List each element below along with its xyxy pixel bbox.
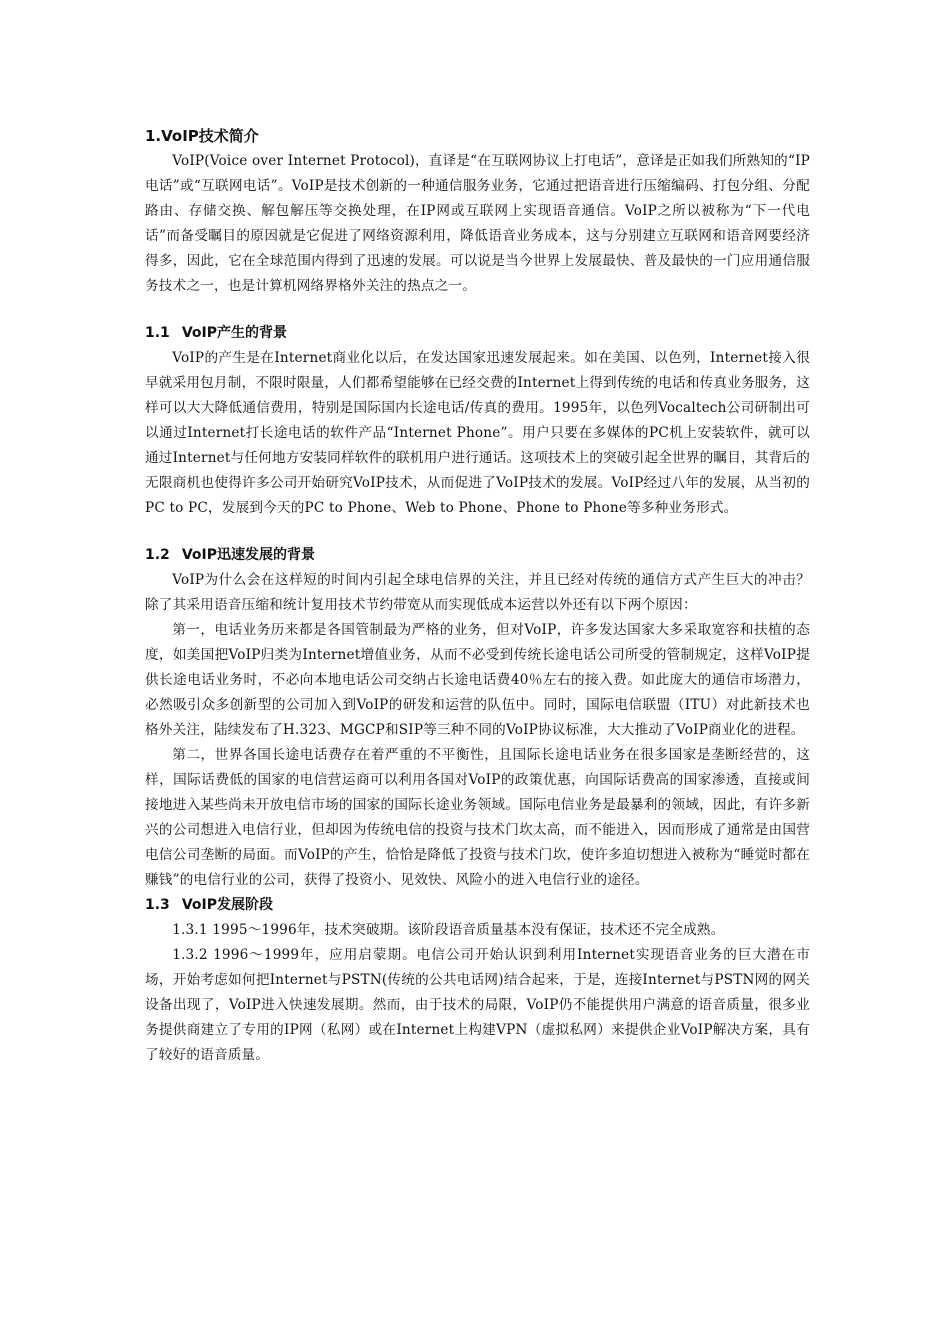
section-1-2-title: VoIP迅速发展的背景 bbox=[181, 547, 315, 563]
section-1-3-1-paragraph: 1.3.1 1995～1996年，技术突破期。该阶段语音质量基本没有保证，技术还不完全成熟。 bbox=[172, 922, 725, 938]
section-1-paragraph: VoIP(Voice over Internet Protocol)，直译是“在互联网协议上打电话”，意译是正如我们所熟知的“IP电话”或“互联网电话”。VoIP是技术创新的一种通信服务业务，它通过把语音进行压缩编码、打包分组、分配路由、存储交换、解包解压等交换处理，在IP网或互联网上实现语音通信。VoIP之所以被称为“下一代电话”而备受瞩目的原因就是它促进了网络资源利用，降低语音业务成本，这与分别建立互联网和语音网要经济得多，因此，它在全球范围内得到了迅速的发展。可以说是当今世界上发展最快、普及最快的一门应用通信服务技术之一，也是计算机网络界格外关注的热点之一。 bbox=[145, 153, 811, 294]
section-1-2-paragraph-first-reason: 第一，电话业务历来都是各国管制最为严格的业务，但对VoIP，许多发达国家大多采取宽容和扶植的态度，如美国把VoIP归类为Internet增值业务，从而不必受到传统长途电话公司所受的管制规定，这样VoIP提供长途电话业务时，不必向本地电话公司交纳占长途电话费40％左右的接入费。如此庞大的通信市场潜力，必然吸引众多创新型的公司加入到VoIP的研发和运营的队伍中。同时，国际电信联盟（ITU）对此新技术也格外关注，陆续发布了H.323、MGCP和SIP等三种不同的VoIP协议标准，大大推动了VoIP商业化的进程。 bbox=[145, 622, 810, 738]
section-1-heading: 1.VoIP技术简介 bbox=[145, 127, 259, 145]
section-1-3-title: VoIP发展阶段 bbox=[181, 897, 273, 913]
section-1-1-heading bbox=[145, 321, 810, 346]
section-1-2-heading bbox=[145, 543, 810, 568]
section-1-2-paragraph-second-reason: 第二，世界各国长途电话费存在着严重的不平衡性，且国际长途电话业务在很多国家是垄断经营的，这样，国际话费低的国家的电信营运商可以利用各国对VoIP的政策优惠，向国际话费高的国家渗透，直接或间接地进入某些尚未开放电信市场的国家的国际长途业务领域。国际电信业务是最暴利的领域，因此，有许多新兴的公司想进入电信行业，但却因为传统电信的投资与技术门坎太高，而不能进入，因而形成了通常是由国营电信公司垄断的局面。而VoIP的产生，恰恰是降低了投资与技术门坎，使许多迫切想进入被称为“睡觉时都在赚钱”的电信行业的公司，获得了投资小、见效快、风险小的进入电信行业的途径。 bbox=[145, 747, 810, 888]
section-1-1-title: VoIP产生的背景 bbox=[181, 325, 287, 341]
section-1-2-number: 1.2 bbox=[145, 547, 170, 563]
document-page bbox=[145, 123, 810, 1068]
section-1-1-paragraph: VoIP的产生是在Internet商业化以后，在发达国家迅速发展起来。如在美国、以色列，Internet接入很早就采用包月制，不限时限量，人们都希望能够在已经交费的Internet上得到传统的电话和传真业务服务，这样可以大大降低通信费用，特别是国际国内长途电话/传真的费用。1995年，以色列Vocaltech公司研制出可以通过Internet打长途电话的软件产品“Internet Phone”。用户只要在多媒体的PC机上安装软件，就可以通过Internet与任何地方安装同样软件的联机用户进行通话。这项技术上的突破引起全世界的瞩目，其背后的无限商机也使得许多公司开始研究VoIP技术，从而促进了VoIP技术的发展。VoIP经过八年的发展，从当初的PC to PC，发展到今天的PC to Phone、Web to Phone、Phone to Phone等多种业务形式。 bbox=[145, 350, 810, 516]
section-1-3-heading bbox=[145, 893, 810, 918]
section-1-2-paragraph-intro: VoIP为什么会在这样短的时间内引起全球电信界的关注，并且已经对传统的通信方式产生巨大的冲击？除了其采用语音压缩和统计复用技术节约带宽从而实现低成本运营以外还有以下两个原因： bbox=[145, 572, 810, 613]
section-1-3-number: 1.3 bbox=[145, 897, 170, 913]
section-1-1-number: 1.1 bbox=[145, 325, 170, 341]
section-1-3-2-paragraph: 1.3.2 1996～1999年，应用启蒙期。电信公司开始认识到利用Internet实现语音业务的巨大潜在市场，开始考虑如何把Internet与PSTN(传统的公共电话网)结合起来，于是，连接Internet与PSTN网的网关设备出现了，VoIP进入快速发展期。然而，由于技术的局限，VoIP仍不能提供用户满意的语音质量，很多业务提供商建立了专用的IP网（私网）或在Internet上构建VPN（虚拟私网）来提供企业VoIP解决方案，具有了较好的语音质量。 bbox=[145, 947, 810, 1063]
